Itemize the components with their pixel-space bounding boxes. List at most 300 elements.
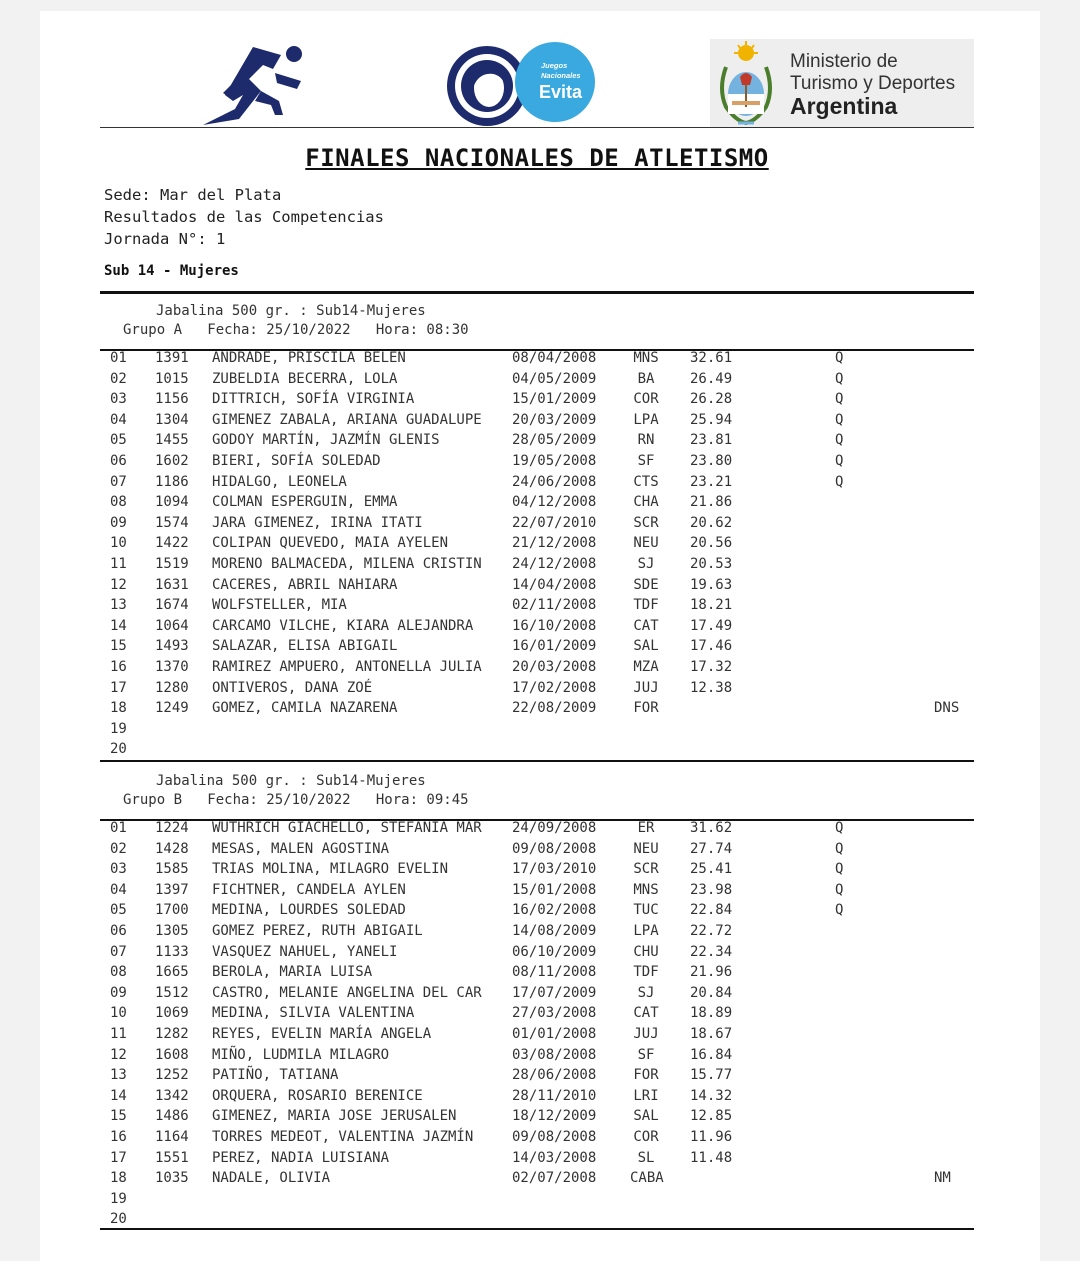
cell-mark: 25.41: [690, 861, 733, 878]
cell-date: 09/08/2008: [512, 1128, 597, 1145]
cell-date: 27/03/2008: [512, 1005, 597, 1022]
cell-pos: 09: [110, 514, 127, 531]
cell-date: 20/03/2008: [512, 658, 597, 675]
cell-pos: 06: [110, 452, 127, 469]
cell-pos: 19: [110, 720, 127, 737]
evita-big: Evita: [539, 82, 583, 102]
cell-mark: 17.32: [690, 658, 733, 675]
table-row: [100, 1047, 974, 1068]
cell-date: 14/03/2008: [512, 1149, 597, 1166]
cell-pos: 14: [110, 1087, 127, 1104]
cell-name: TRIAS MOLINA, MILAGRO EVELIN: [212, 861, 449, 878]
cell-pos: 13: [110, 1067, 127, 1084]
cell-num: 1164: [155, 1128, 189, 1145]
cell-pos: 05: [110, 432, 127, 449]
cell-num: 1391: [155, 350, 189, 366]
table-row: [100, 1067, 974, 1088]
table-row: [100, 944, 974, 965]
cell-prov: SCR: [633, 514, 659, 531]
cell-date: 06/10/2009: [512, 943, 597, 960]
cell-prov: CABA: [630, 1170, 664, 1187]
table-row: [100, 861, 974, 882]
cell-mark: 21.96: [690, 964, 733, 981]
group-a-results: [100, 350, 974, 762]
cell-pos: 02: [110, 370, 127, 387]
cell-prov: SF: [637, 452, 655, 469]
page-title: FINALES NACIONALES DE ATLETISMO: [305, 144, 769, 172]
ministerio-line2: Turismo y Deportes: [790, 73, 956, 94]
cell-q: Q: [835, 411, 844, 428]
cell-prov: CAT: [633, 1005, 659, 1022]
cell-date: 19/05/2008: [512, 452, 597, 469]
table-row: [100, 1150, 974, 1171]
cell-pos: 15: [110, 638, 127, 655]
cell-num: 1585: [155, 861, 189, 878]
cell-pos: 17: [110, 679, 127, 696]
table-row: [100, 597, 974, 618]
cell-mark: 31.62: [690, 820, 733, 836]
group-b-top-rule: [100, 760, 974, 762]
cell-prov: SCR: [633, 861, 659, 878]
table-row: [100, 882, 974, 903]
cell-mark: 32.61: [690, 350, 733, 366]
cell-pos: 02: [110, 840, 127, 857]
table-row: [100, 1170, 974, 1191]
table-row: [100, 741, 974, 762]
cell-date: 28/06/2008: [512, 1067, 597, 1084]
cell-num: 1574: [155, 514, 189, 531]
cell-date: 04/12/2008: [512, 494, 597, 511]
cell-name: ORQUERA, ROSARIO BERENICE: [212, 1087, 423, 1104]
cell-mark: 20.62: [690, 514, 733, 531]
cell-mark: 23.21: [690, 473, 733, 490]
cell-mark: 23.98: [690, 881, 733, 898]
cell-name: MEDINA, LOURDES SOLEDAD: [212, 902, 406, 919]
cell-date: 08/04/2008: [512, 350, 597, 366]
cell-mark: 11.96: [690, 1128, 733, 1145]
cell-pos: 11: [110, 555, 127, 572]
group-b-event: Jabalina 500 gr. : Sub14-Mujeres: [156, 773, 426, 789]
cell-date: 15/01/2009: [512, 391, 597, 408]
jornada-text: Jornada N°: 1: [104, 230, 226, 248]
table-row: [100, 371, 974, 392]
cell-date: 02/07/2008: [512, 1170, 597, 1187]
cell-pos: 15: [110, 1108, 127, 1125]
group-b-info: Grupo B Fecha: 25/10/2022 Hora: 09:45: [123, 792, 469, 808]
cell-prov: NEU: [633, 840, 659, 857]
cell-num: 1249: [155, 700, 189, 717]
cell-status: NM: [934, 1170, 951, 1187]
cell-prov: NEU: [633, 535, 659, 552]
cell-name: CARCAMO VILCHE, KIARA ALEJANDRA: [212, 617, 474, 634]
cell-date: 08/11/2008: [512, 964, 597, 981]
cell-pos: 14: [110, 617, 127, 634]
document-page: [40, 11, 1040, 1261]
cell-pos: 04: [110, 881, 127, 898]
cell-name: COLIPAN QUEVEDO, MAIA AYELEN: [212, 535, 449, 552]
cell-mark: 20.53: [690, 555, 733, 572]
ministerio-text: [790, 51, 955, 120]
cell-num: 1156: [155, 391, 189, 408]
cell-pos: 12: [110, 1046, 127, 1063]
cell-prov: CHU: [633, 943, 659, 960]
cell-q: Q: [835, 350, 844, 366]
cell-pos: 03: [110, 391, 127, 408]
cell-date: 04/05/2009: [512, 370, 597, 387]
cell-prov: SF: [637, 1046, 655, 1063]
cell-name: GOMEZ, CAMILA NAZARENA: [212, 700, 398, 717]
cell-num: 1602: [155, 452, 189, 469]
table-row: [100, 474, 974, 495]
cell-pos: 01: [110, 350, 127, 366]
cell-num: 1064: [155, 617, 189, 634]
cell-name: HIDALGO, LEONELA: [212, 473, 347, 490]
cell-num: 1282: [155, 1025, 189, 1042]
cell-mark: 22.72: [690, 922, 733, 939]
cell-date: 03/08/2008: [512, 1046, 597, 1063]
cell-name: TORRES MEDEOT, VALENTINA JAZMÍN: [212, 1128, 474, 1145]
table-row: [100, 412, 974, 433]
cell-pos: 01: [110, 820, 127, 836]
cell-status: DNS: [934, 700, 960, 717]
cell-num: 1015: [155, 370, 189, 387]
group-a-info: Grupo A Fecha: 25/10/2022 Hora: 08:30: [123, 322, 469, 338]
table-row: [100, 923, 974, 944]
cell-name: FICHTNER, CANDELA AYLEN: [212, 881, 406, 898]
table-row: [100, 556, 974, 577]
cell-num: 1397: [155, 881, 189, 898]
cell-name: WOLFSTELLER, MIA: [212, 597, 347, 614]
cell-q: Q: [835, 452, 844, 469]
cell-pos: 11: [110, 1025, 127, 1042]
cell-name: NADALE, OLIVIA: [212, 1170, 331, 1187]
cell-mark: 19.63: [690, 576, 733, 593]
table-row: [100, 1088, 974, 1109]
cell-mark: 25.94: [690, 411, 733, 428]
cell-mark: 18.67: [690, 1025, 733, 1042]
cell-prov: JUJ: [633, 1025, 659, 1042]
cell-mark: 26.28: [690, 391, 733, 408]
cell-prov: SAL: [633, 638, 659, 655]
cell-pos: 20: [110, 1211, 127, 1228]
cell-name: WUTHRICH GIACHELLO, STEFANIA MAR: [212, 820, 482, 836]
table-row: [100, 721, 974, 742]
cell-prov: JUJ: [633, 679, 659, 696]
evita-line1: Juegos: [541, 61, 568, 70]
cell-prov: CTS: [633, 473, 659, 490]
cell-num: 1486: [155, 1108, 189, 1125]
cell-name: PEREZ, NADIA LUISIANA: [212, 1149, 390, 1166]
cell-mark: 22.34: [690, 943, 733, 960]
table-row: [100, 453, 974, 474]
cell-prov: SJ: [637, 984, 655, 1001]
cell-mark: 12.85: [690, 1108, 733, 1125]
cell-pos: 09: [110, 984, 127, 1001]
table-row: [100, 638, 974, 659]
table-row: [100, 577, 974, 598]
cell-num: 1519: [155, 555, 189, 572]
cell-name: PATIÑO, TATIANA: [212, 1067, 339, 1084]
cell-num: 1186: [155, 473, 189, 490]
sede-text: Sede: Mar del Plata: [104, 186, 282, 204]
group-a-top-rule: [100, 291, 974, 294]
cell-pos: 08: [110, 494, 127, 511]
cell-mark: 18.21: [690, 597, 733, 614]
cell-date: 20/03/2009: [512, 411, 597, 428]
cell-prov: SAL: [633, 1108, 659, 1125]
resultados-text: Resultados de las Competencias: [104, 208, 384, 226]
cell-date: 16/10/2008: [512, 617, 597, 634]
cell-mark: 18.89: [690, 1005, 733, 1022]
cell-q: Q: [835, 391, 844, 408]
cell-date: 22/08/2009: [512, 700, 597, 717]
table-row: [100, 535, 974, 556]
evita-logo-icon: [443, 40, 603, 132]
cell-prov: TDF: [633, 964, 659, 981]
cell-prov: ER: [637, 820, 655, 836]
table-row: [100, 902, 974, 923]
header-divider: [100, 127, 974, 128]
cell-name: VASQUEZ NAHUEL, YANELI: [212, 943, 398, 960]
cell-num: 1133: [155, 943, 189, 960]
cell-name: ZUBELDIA BECERRA, LOLA: [212, 370, 398, 387]
cell-pos: 10: [110, 535, 127, 552]
cell-pos: 10: [110, 1005, 127, 1022]
cell-pos: 17: [110, 1149, 127, 1166]
cell-date: 24/09/2008: [512, 820, 597, 836]
cell-num: 1252: [155, 1067, 189, 1084]
cell-num: 1035: [155, 1170, 189, 1187]
cell-q: Q: [835, 473, 844, 490]
ministerio-line1: Ministerio de: [790, 51, 898, 72]
cell-name: REYES, EVELIN MARÍA ANGELA: [212, 1025, 432, 1042]
cell-num: 1512: [155, 984, 189, 1001]
ministerio-line3: Argentina: [790, 93, 898, 119]
table-row: [100, 1129, 974, 1150]
cell-date: 14/04/2008: [512, 576, 597, 593]
cell-prov: RN: [637, 432, 655, 449]
cell-pos: 12: [110, 576, 127, 593]
cell-prov: SL: [637, 1149, 655, 1166]
cell-prov: TUC: [633, 902, 659, 919]
table-row: [100, 680, 974, 701]
cell-prov: LRI: [633, 1087, 659, 1104]
cell-date: 16/02/2008: [512, 902, 597, 919]
group-b-results: [100, 820, 974, 1232]
cell-q: Q: [835, 881, 844, 898]
cell-name: MIÑO, LUDMILA MILAGRO: [212, 1046, 390, 1063]
cell-name: GODOY MARTÍN, JAZMÍN GLENIS: [212, 432, 440, 449]
cell-pos: 16: [110, 1128, 127, 1145]
cell-num: 1608: [155, 1046, 189, 1063]
cell-num: 1305: [155, 922, 189, 939]
cell-pos: 18: [110, 700, 127, 717]
cell-num: 1342: [155, 1087, 189, 1104]
cell-name: ONTIVEROS, DANA ZOÉ: [212, 679, 373, 696]
cell-date: 15/01/2008: [512, 881, 597, 898]
cell-date: 18/12/2009: [512, 1108, 597, 1125]
cell-num: 1665: [155, 964, 189, 981]
table-row: [100, 964, 974, 985]
cell-num: 1631: [155, 576, 189, 593]
table-row: [100, 1191, 974, 1212]
table-row: [100, 820, 974, 841]
cell-name: BIERI, SOFÍA SOLEDAD: [212, 452, 381, 469]
cell-date: 09/08/2008: [512, 840, 597, 857]
cell-mark: 22.84: [690, 902, 733, 919]
cell-prov: CHA: [633, 494, 659, 511]
cell-mark: 20.56: [690, 535, 733, 552]
table-row: [100, 432, 974, 453]
cell-date: 24/12/2008: [512, 555, 597, 572]
cell-mark: 27.74: [690, 840, 733, 857]
cell-num: 1455: [155, 432, 189, 449]
table-row: [100, 985, 974, 1006]
cell-name: GIMENEZ, MARIA JOSE JERUSALEN: [212, 1108, 457, 1125]
table-row: [100, 391, 974, 412]
cell-q: Q: [835, 370, 844, 387]
cell-mark: 23.81: [690, 432, 733, 449]
cell-prov: BA: [637, 370, 655, 387]
cell-num: 1422: [155, 535, 189, 552]
cell-pos: 18: [110, 1170, 127, 1187]
cell-date: 28/11/2010: [512, 1087, 597, 1104]
cell-prov: LPA: [633, 922, 659, 939]
cell-prov: FOR: [633, 1067, 659, 1084]
cell-name: GOMEZ PEREZ, RUTH ABIGAIL: [212, 922, 423, 939]
table-row: [100, 350, 974, 371]
cell-prov: MNS: [633, 350, 659, 366]
cell-name: MORENO BALMACEDA, MILENA CRISTIN: [212, 555, 482, 572]
cell-pos: 07: [110, 943, 127, 960]
cell-mark: 26.49: [690, 370, 733, 387]
cell-name: SALAZAR, ELISA ABIGAIL: [212, 638, 398, 655]
cell-date: 22/07/2010: [512, 514, 597, 531]
cell-date: 21/12/2008: [512, 535, 597, 552]
cell-date: 17/03/2010: [512, 861, 597, 878]
cell-num: 1700: [155, 902, 189, 919]
cell-num: 1370: [155, 658, 189, 675]
cell-mark: 15.77: [690, 1067, 733, 1084]
escudo-icon: [710, 39, 784, 127]
cell-name: MEDINA, SILVIA VALENTINA: [212, 1005, 415, 1022]
cell-pos: 07: [110, 473, 127, 490]
cell-mark: 20.84: [690, 984, 733, 1001]
table-row: [100, 515, 974, 536]
cell-num: 1551: [155, 1149, 189, 1166]
table-row: [100, 659, 974, 680]
cell-name: JARA GIMENEZ, IRINA ITATI: [212, 514, 423, 531]
cell-date: 14/08/2009: [512, 922, 597, 939]
cell-num: 1224: [155, 820, 189, 836]
cell-q: Q: [835, 861, 844, 878]
cell-pos: 20: [110, 741, 127, 758]
cell-date: 17/02/2008: [512, 679, 597, 696]
cell-mark: 21.86: [690, 494, 733, 511]
cell-num: 1493: [155, 638, 189, 655]
ministerio-logo: [710, 39, 974, 127]
cell-name: MESAS, MALEN AGOSTINA: [212, 840, 390, 857]
cell-num: 1069: [155, 1005, 189, 1022]
cell-date: 24/06/2008: [512, 473, 597, 490]
header-logos: [100, 39, 974, 139]
table-row: [100, 494, 974, 515]
table-row: [100, 1108, 974, 1129]
cell-prov: LPA: [633, 411, 659, 428]
cell-prov: MZA: [633, 658, 659, 675]
cell-name: CASTRO, MELANIE ANGELINA DEL CAR: [212, 984, 482, 1001]
cell-name: COLMAN ESPERGUIN, EMMA: [212, 494, 398, 511]
cell-mark: 16.84: [690, 1046, 733, 1063]
cell-prov: MNS: [633, 881, 659, 898]
cell-mark: 17.46: [690, 638, 733, 655]
cell-pos: 16: [110, 658, 127, 675]
cell-date: 28/05/2009: [512, 432, 597, 449]
cell-prov: COR: [633, 391, 659, 408]
group-a-event: Jabalina 500 gr. : Sub14-Mujeres: [156, 303, 426, 319]
cell-name: DITTRICH, SOFÍA VIRGINIA: [212, 391, 415, 408]
cell-pos: 04: [110, 411, 127, 428]
cell-name: GIMENEZ ZABALA, ARIANA GUADALUPE: [212, 411, 482, 428]
cell-mark: 12.38: [690, 679, 733, 696]
cell-pos: 06: [110, 922, 127, 939]
table-row: [100, 618, 974, 639]
cell-pos: 19: [110, 1190, 127, 1207]
cell-num: 1280: [155, 679, 189, 696]
cell-pos: 08: [110, 964, 127, 981]
cell-name: RAMIREZ AMPUERO, ANTONELLA JULIA: [212, 658, 482, 675]
cell-mark: 17.49: [690, 617, 733, 634]
cell-prov: CAT: [633, 617, 659, 634]
table-row: [100, 1026, 974, 1047]
cell-prov: TDF: [633, 597, 659, 614]
cell-q: Q: [835, 432, 844, 449]
cell-date: 02/11/2008: [512, 597, 597, 614]
cell-name: ANDRADE, PRISCILA BELEN: [212, 350, 406, 366]
cell-prov: COR: [633, 1128, 659, 1145]
category-heading: Sub 14 - Mujeres: [104, 263, 239, 279]
bottom-rule: [100, 1228, 974, 1230]
cell-pos: 03: [110, 861, 127, 878]
cell-pos: 05: [110, 902, 127, 919]
cell-prov: FOR: [633, 700, 659, 717]
table-row: [100, 841, 974, 862]
cell-num: 1674: [155, 597, 189, 614]
cell-date: 17/07/2009: [512, 984, 597, 1001]
cell-q: Q: [835, 820, 844, 836]
cell-q: Q: [835, 840, 844, 857]
evita-line2: Nacionales: [541, 71, 581, 80]
cell-prov: SDE: [633, 576, 659, 593]
cell-mark: 11.48: [690, 1149, 733, 1166]
cell-mark: 14.32: [690, 1087, 733, 1104]
cell-name: CACERES, ABRIL NAHIARA: [212, 576, 398, 593]
cell-num: 1094: [155, 494, 189, 511]
cell-mark: 23.80: [690, 452, 733, 469]
cell-num: 1428: [155, 840, 189, 857]
runner-logo-icon: [195, 39, 313, 129]
meta-block: [104, 184, 384, 250]
cell-q: Q: [835, 902, 844, 919]
cell-date: 01/01/2008: [512, 1025, 597, 1042]
table-row: [100, 700, 974, 721]
cell-num: 1304: [155, 411, 189, 428]
cell-pos: 13: [110, 597, 127, 614]
cell-prov: SJ: [637, 555, 655, 572]
cell-date: 16/01/2009: [512, 638, 597, 655]
table-row: [100, 1005, 974, 1026]
cell-name: BEROLA, MARIA LUISA: [212, 964, 373, 981]
